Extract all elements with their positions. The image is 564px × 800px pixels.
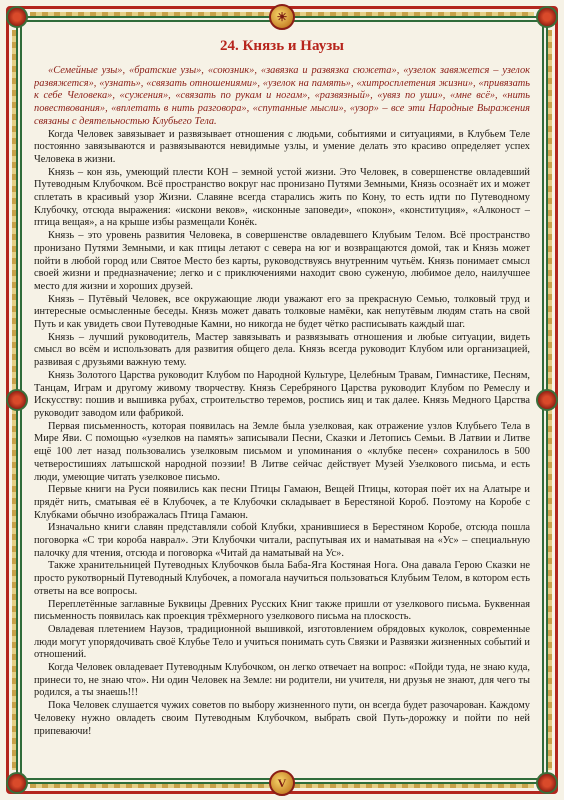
paragraph: «Семейные узы», «братские узы», «союзник», «завязка и развязка сюжета», «узелок завяжется – узелок развяжется», «узнать», «связать отношениями», «узелок на память», «хитросплетения жизни», «привязать к себе Человека», «сужения», «связать по рукам и ногам», «развязный», «увяз по уши», «мне всё», «нить повествования», «вплетать в нить разговора», «спутанные мысли», «узор» – все эти Народные Выражения связаны с деятельностью Клубьего Тела.: [34, 65, 530, 127]
corner-ornament-top-left: [6, 6, 28, 28]
paragraph: Князь – кон язь, умеющий плести КОН – земной устой жизни. Это Человек, в совершенстве овладевший Путеводным Клубочком. Всё пространство вокруг нас пронизано Путями Земными, Князь осознаёт их и может сплетать в красивый узор Жизни. Славяне всегда старались жить по Кону, то есть идти по Путеводному Клубочку, отсюда выражения: «искони веков», «исконные заповеди», «покон», «конституция», «Алконост – птица вещая», а на крыше избы размещали Конёк.: [34, 166, 530, 229]
paragraph: Изначально книги славян представляли собой Клубки, хранившиеся в Берестяном Коробе, отсюда пошла поговорка «С три короба наврал». Эти Клубочки читали, распутывая их и наматывая на «Ус» – специальную палочку для чтения, отсюда и поговорка «Читай да наматывай на Ус».: [34, 522, 530, 559]
sun-medallion-icon: ☀: [269, 4, 295, 30]
page-content: [34, 34, 530, 764]
bottom-emblem-letter: V: [277, 775, 287, 790]
paragraph: Первые книги на Руси появились как песни Птицы Гамаюн, Вещей Птицы, которая поёт их на Алатыре и прядёт нить, сматывая её в Клубочек, а те Клубочки складывает в Берестяной Короб. Поэтому на Коробе с Клубками обычно изображалась Птица Гамаюн.: [34, 484, 530, 521]
paragraph: Когда Человек завязывает и развязывает отношения с людьми, событиями и ситуациями, в Клубьем Теле постоянно завязываются и развязываются невидимые узлы, и умение делать это красиво определяет успех Человека в жизни.: [34, 128, 530, 165]
side-ornament-left: [6, 389, 28, 411]
corner-ornament-bottom-right: [536, 772, 558, 794]
corner-ornament-top-right: [536, 6, 558, 28]
paragraph: Князь Золотого Царства руководит Клубом по Народной Культуре, Целебным Травам, Гимнастике, Песням, Танцам, Играм и другому живому творчеству. Князь Серебряного Царства руководит Клубом по Ремеслу и Искусству: пошив и вышивка рубах, строительство теремов, роспись яиц и так далее. Князь Медного Царства руководит заводом или фабрикой.: [34, 369, 530, 419]
paragraph: Князь – лучший руководитель, Мастер завязывать и развязывать отношения и любые ситуации, видеть смысл во всём и использовать для развития общего дела. Князь всегда руководит Клубом или организацией, развивая с друзьями важную тему.: [34, 331, 530, 369]
paragraph: Первая письменность, которая появилась на Земле была узелковая, как отражение узлов Клубьего Тела в Мире Яви. С помощью «узелков на память» записывали Песни, Сказки и Летопись Семьи. В Латвии и Литве ещё 100 лет назад пользовались узелковым письмом и упоминания о «клубке песен» сохранилось в 500 четверостишиях латышской народной поэзии! В Литве сейчас действует Музей Узелкового письма, и есть люди, умеющие читать узелковое письмо.: [34, 420, 530, 483]
side-ornament-right: [536, 389, 558, 411]
paragraph: Князь – Путёвый Человек, все окружающие люди уважают его за прекрасную Семью, толковый труд и интересные осмысленные беседы. Князь может давать толковые намёки, как непутёвым людям стать на свой Путь и как увидеть свои Путеводные Камни, но никогда не будет чётко расписывать каждый шаг.: [34, 293, 530, 331]
paragraph: Также хранительницей Путеводных Клубочков была Баба-Яга Костяная Нога. Она давала Герою Сказки не просто рукотворный Путеводный Клубочек, а помогала научиться пользоваться Клубьим Телом, в котором есть ответы на все вопросы.: [34, 560, 530, 597]
paragraph: Князь – это уровень развития Человека, в совершенстве овладевшего Клубьим Телом. Всё пространство пронизано Путями Земными, и как птицы летают с севера на юг и возвращаются домой, так и Князь может пойти в любой город или Святое Место без карты, руководствуясь внутренним чутьём. Князь понимает смысл своей жизни и предназначение; легко и с приключениями находит свою суженую, любимое дело, наилучшее место для жизни и хороших друзей.: [34, 230, 530, 292]
paragraph: Овладевая плетением Наузов, традиционной вышивкой, изготовлением обрядовых куколок, современные люди могут упорядочивать своё Клубье Тело и учиться понимать суть Связки и Развязки жизненных событий и отношений.: [34, 623, 530, 661]
paragraph: Переплетённые заглавные Буквицы Древних Русских Книг также пришли от узелкового письма. Буквенная письменность появилась как проекция трёхмерного узелкового письма на плоскость.: [34, 598, 530, 623]
corner-ornament-bottom-left: [6, 772, 28, 794]
page-title: 24. Князь и Наузы: [220, 38, 344, 54]
bottom-medallion: [269, 770, 295, 796]
paragraph: Когда Человек овладевает Путеводным Клубочком, он легко отвечает на вопрос: «Пойди туда, не знаю куда, принеси то, не знаю что». Ни один Человек на Земле: ни родители, ни учителя, ни друзья не знают, для чего ты родился, а ты знаешь!!!: [34, 662, 530, 699]
paragraph: Пока Человек слушается чужих советов по выбору жизненного пути, он всегда будет разочарован. Каждому Человеку нужно овладеть своим Путеводным Клубочком, выбрать свой Путь-дорожку и пойти по ней припеваючи!: [34, 700, 530, 737]
